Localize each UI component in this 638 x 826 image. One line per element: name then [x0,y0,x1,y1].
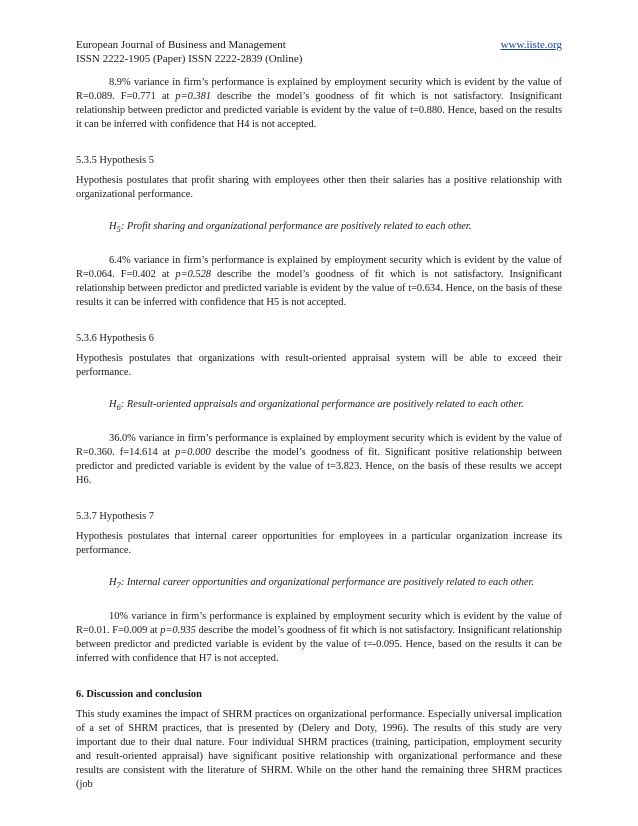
h7-heading: 5.3.7 Hypothesis 7 [76,511,154,523]
hyp-text: : Profit sharing and organizational performance are positively related to each other. [120,221,472,232]
h7-hypothesis [109,576,562,592]
hyp-label: H [109,577,117,589]
p-value: p=0.000 [175,447,211,459]
issn-line: ISSN 2222-1905 (Paper) ISSN 2222-2839 (Online) [76,53,303,65]
h6-hypothesis [109,398,562,414]
hyp-subscript: 6 [116,402,121,413]
hyp-text: : Internal career opportunities and organizational performance are positively related to each other. [120,577,534,589]
h6-heading: 5.3.6 Hypothesis 6 [76,333,154,345]
hyp-label: H [109,221,117,232]
text-run: describe the model’s goodness of fit which is not satisfactory. Insignificant relationship between predictor and predicted variable is evident by the value of t=0.634. Hence, on the basis of these results it can be inferred with confidence that H5 is not accepted. [76,269,562,309]
hyp-label: H [109,399,117,411]
hyp-text: : Result-oriented appraisals and organizational performance are positively related to each other. [120,399,524,411]
section6-heading: 6. Discussion and conclusion [76,689,202,701]
h7-result-paragraph [76,610,562,666]
journal-name: European Journal of Business and Management [76,39,286,51]
h6-statement: Hypothesis postulates that organizations with result-oriented appraisal system will be able to exceed their performance. [76,353,562,379]
h5-statement: Hypothesis postulates that profit sharing with employees other then their salaries has a positive relationship with organizational performance. [76,175,562,200]
running-header [76,38,562,66]
h5-heading: 5.3.5 Hypothesis 5 [76,155,154,166]
text-run: describe the model’s goodness of fit which is not satisfactory. Insignificant relationship between predictor and predicted variable is evident by the value of t=0.880. Hence, based on the results it can be inferred with confidence that H4 is not accepted. [76,91,562,130]
text-run: 10% variance in firm’s performance is explained by employment security which is evident by the value of R=0.01. F=0.009 at [76,611,562,637]
journal-url-link[interactable]: www.iiste.org [500,39,562,51]
section6-paragraph: This study examines the impact of SHRM practices on organizational performance. Especially universal implication of a set of SHRM practices, that is presented by (Delery and Doty, 1996). The results of this study are very important due to their dual nature. Four individual SHRM practices (training, participation, employment security and result-oriented appraisal) have significant positive relationship with organizational performance and these results are consistent with the literature of SHRM. While on the other hand the remaining three SHRM practices (job [76,709,562,791]
text-run: describe the model’s goodness of fit which is not satisfactory. Insignificant relationship between predictor and predicted variable is evident by the value of t=-0.095. Hence, based on the results it can be inferred with confidence that H7 is not accepted. [76,625,562,665]
h7-statement: Hypothesis postulates that internal career opportunities for employees in a particular organization increase its performance. [76,531,562,557]
hyp-subscript: 7 [116,580,121,591]
text-run: 6.4% variance in firm’s performance is explained by employment security which is evident by the value of R=0.064. F=0.402 at [76,255,562,281]
text-run: 8.9% variance in firm’s performance is explained by employment security which is evident by the value of R=0.089. F=0.771 at [76,77,562,102]
text-run: describe the model’s goodness of fit. Significant positive relationship between predictor and predicted variable is evident by the value of t=3.823. Hence, on the basis of these results we accept H6. [76,447,562,487]
h6-result-paragraph [76,432,562,488]
p-value: p=0.381 [175,91,211,102]
p-value: p=0.935 [160,625,196,637]
article-body [76,76,562,792]
text-run: 36.0% variance in firm’s performance is explained by employment security which is evident by the value of R=0.360. f=14.614 at [76,433,562,459]
h4-result-paragraph [76,76,562,132]
hyp-subscript: 5 [116,224,121,235]
h5-result-paragraph [76,254,562,310]
h5-hypothesis [109,220,562,236]
p-value: p=0.528 [175,269,211,281]
